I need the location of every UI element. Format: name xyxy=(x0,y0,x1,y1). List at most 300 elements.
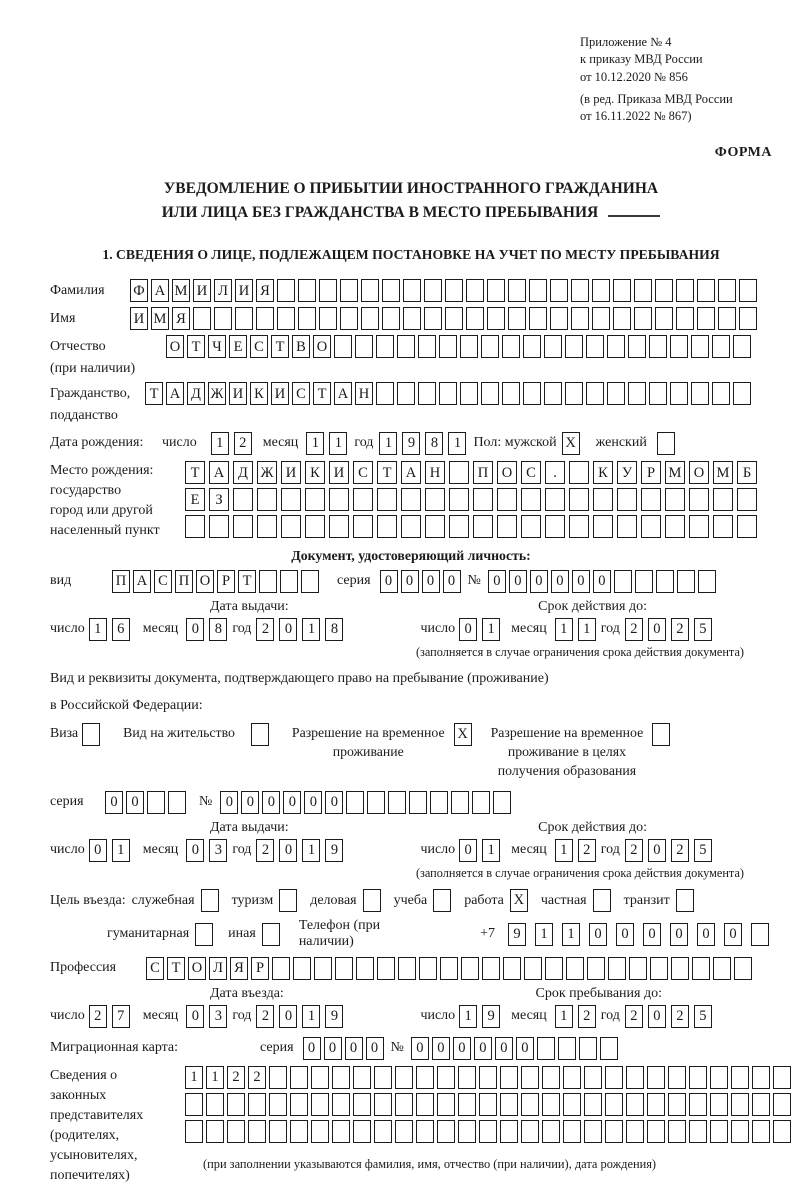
char-cell[interactable] xyxy=(713,488,733,511)
char-cell[interactable]: 0 xyxy=(530,570,548,593)
char-cell[interactable]: 9 xyxy=(325,839,343,862)
char-cell[interactable] xyxy=(418,382,436,405)
migr-number-field[interactable] xyxy=(411,1037,621,1060)
char-cell[interactable] xyxy=(437,1066,455,1089)
char-cell[interactable]: 0 xyxy=(643,923,661,946)
char-cell[interactable]: С xyxy=(521,461,541,484)
char-cell[interactable] xyxy=(497,515,517,538)
char-cell[interactable] xyxy=(751,923,769,946)
char-cell[interactable]: 0 xyxy=(366,1037,384,1060)
char-cell[interactable] xyxy=(529,279,547,302)
char-cell[interactable] xyxy=(168,791,186,814)
char-cell[interactable]: 2 xyxy=(671,1005,689,1028)
char-cell[interactable] xyxy=(437,1120,455,1143)
id-series-field[interactable] xyxy=(380,570,464,593)
char-cell[interactable]: 0 xyxy=(589,923,607,946)
char-cell[interactable] xyxy=(319,307,337,330)
char-cell[interactable] xyxy=(367,791,385,814)
char-cell[interactable]: К xyxy=(250,382,268,405)
char-cell[interactable] xyxy=(691,335,709,358)
char-cell[interactable] xyxy=(628,382,646,405)
char-cell[interactable] xyxy=(374,1120,392,1143)
char-cell[interactable]: С xyxy=(146,957,164,980)
char-cell[interactable] xyxy=(613,307,631,330)
char-cell[interactable]: Н xyxy=(425,461,445,484)
char-cell[interactable] xyxy=(592,307,610,330)
char-cell[interactable]: 1 xyxy=(578,618,596,641)
char-cell[interactable]: 2 xyxy=(256,1005,274,1028)
char-cell[interactable] xyxy=(521,1093,539,1116)
char-cell[interactable] xyxy=(569,461,589,484)
res-issue-year[interactable] xyxy=(256,839,348,862)
char-cell[interactable]: 2 xyxy=(248,1066,266,1089)
char-cell[interactable]: 1 xyxy=(329,432,347,455)
char-cell[interactable] xyxy=(353,1120,371,1143)
char-cell[interactable] xyxy=(542,1093,560,1116)
checkbox-business[interactable] xyxy=(363,889,381,912)
checkbox-male[interactable]: X xyxy=(562,432,580,455)
representatives-field-row2[interactable] xyxy=(185,1093,794,1116)
char-cell[interactable] xyxy=(281,515,301,538)
char-cell[interactable]: И xyxy=(130,307,148,330)
char-cell[interactable] xyxy=(737,488,757,511)
char-cell[interactable] xyxy=(466,307,484,330)
char-cell[interactable]: Т xyxy=(145,382,163,405)
char-cell[interactable]: 0 xyxy=(279,839,297,862)
char-cell[interactable] xyxy=(671,957,689,980)
char-cell[interactable]: П xyxy=(175,570,193,593)
char-cell[interactable] xyxy=(718,307,736,330)
char-cell[interactable]: У xyxy=(617,461,637,484)
char-cell[interactable] xyxy=(563,1066,581,1089)
char-cell[interactable] xyxy=(269,1093,287,1116)
char-cell[interactable]: 8 xyxy=(325,618,343,641)
checkbox-private[interactable] xyxy=(593,889,611,912)
char-cell[interactable]: 5 xyxy=(694,1005,712,1028)
char-cell[interactable] xyxy=(193,307,211,330)
char-cell[interactable] xyxy=(737,515,757,538)
char-cell[interactable] xyxy=(691,382,709,405)
char-cell[interactable]: К xyxy=(593,461,613,484)
char-cell[interactable] xyxy=(502,335,520,358)
char-cell[interactable]: 0 xyxy=(401,570,419,593)
char-cell[interactable] xyxy=(458,1120,476,1143)
char-cell[interactable] xyxy=(290,1066,308,1089)
char-cell[interactable] xyxy=(773,1066,791,1089)
char-cell[interactable]: 0 xyxy=(105,791,123,814)
char-cell[interactable] xyxy=(305,488,325,511)
char-cell[interactable] xyxy=(374,1093,392,1116)
char-cell[interactable]: 0 xyxy=(89,839,107,862)
char-cell[interactable] xyxy=(458,1066,476,1089)
char-cell[interactable] xyxy=(460,335,478,358)
birth-place-field-row1[interactable] xyxy=(185,461,761,484)
char-cell[interactable]: Т xyxy=(238,570,256,593)
char-cell[interactable]: 2 xyxy=(671,839,689,862)
char-cell[interactable] xyxy=(329,515,349,538)
char-cell[interactable]: И xyxy=(281,461,301,484)
checkbox-humanitarian[interactable] xyxy=(195,923,213,946)
char-cell[interactable] xyxy=(311,1120,329,1143)
char-cell[interactable]: 1 xyxy=(185,1066,203,1089)
char-cell[interactable] xyxy=(487,279,505,302)
char-cell[interactable] xyxy=(227,1093,245,1116)
char-cell[interactable]: 1 xyxy=(112,839,130,862)
char-cell[interactable]: М xyxy=(713,461,733,484)
res-valid-month[interactable] xyxy=(555,839,601,862)
char-cell[interactable] xyxy=(649,382,667,405)
char-cell[interactable] xyxy=(259,570,277,593)
char-cell[interactable]: 0 xyxy=(459,618,477,641)
char-cell[interactable] xyxy=(670,335,688,358)
char-cell[interactable]: 5 xyxy=(694,839,712,862)
char-cell[interactable] xyxy=(698,570,716,593)
char-cell[interactable] xyxy=(773,1093,791,1116)
char-cell[interactable] xyxy=(689,488,709,511)
char-cell[interactable] xyxy=(418,335,436,358)
char-cell[interactable]: 9 xyxy=(325,1005,343,1028)
char-cell[interactable]: С xyxy=(292,382,310,405)
char-cell[interactable]: О xyxy=(497,461,517,484)
char-cell[interactable]: М xyxy=(151,307,169,330)
checkbox-work[interactable]: X xyxy=(510,889,528,912)
char-cell[interactable]: Д xyxy=(187,382,205,405)
char-cell[interactable] xyxy=(571,279,589,302)
char-cell[interactable]: 0 xyxy=(186,1005,204,1028)
char-cell[interactable]: Е xyxy=(229,335,247,358)
char-cell[interactable] xyxy=(298,307,316,330)
char-cell[interactable] xyxy=(617,515,637,538)
char-cell[interactable] xyxy=(493,791,511,814)
char-cell[interactable] xyxy=(449,515,469,538)
char-cell[interactable]: 0 xyxy=(283,791,301,814)
entry-year[interactable] xyxy=(256,1005,348,1028)
char-cell[interactable] xyxy=(280,570,298,593)
char-cell[interactable] xyxy=(647,1066,665,1089)
checkbox-study[interactable] xyxy=(433,889,451,912)
birth-month-field[interactable] xyxy=(306,432,352,455)
char-cell[interactable] xyxy=(733,382,751,405)
char-cell[interactable] xyxy=(329,488,349,511)
char-cell[interactable]: 0 xyxy=(572,570,590,593)
char-cell[interactable] xyxy=(277,279,295,302)
char-cell[interactable]: Б xyxy=(737,461,757,484)
char-cell[interactable] xyxy=(425,488,445,511)
char-cell[interactable] xyxy=(523,335,541,358)
char-cell[interactable] xyxy=(629,957,647,980)
char-cell[interactable] xyxy=(607,335,625,358)
char-cell[interactable]: 0 xyxy=(474,1037,492,1060)
char-cell[interactable]: 1 xyxy=(459,1005,477,1028)
char-cell[interactable]: Р xyxy=(251,957,269,980)
char-cell[interactable] xyxy=(482,957,500,980)
char-cell[interactable]: 0 xyxy=(241,791,259,814)
char-cell[interactable] xyxy=(233,488,253,511)
char-cell[interactable] xyxy=(311,1066,329,1089)
char-cell[interactable] xyxy=(731,1120,749,1143)
char-cell[interactable]: Л xyxy=(214,279,232,302)
char-cell[interactable] xyxy=(473,488,493,511)
char-cell[interactable]: 1 xyxy=(206,1066,224,1089)
char-cell[interactable] xyxy=(563,1093,581,1116)
char-cell[interactable]: О xyxy=(188,957,206,980)
char-cell[interactable] xyxy=(544,382,562,405)
char-cell[interactable] xyxy=(584,1066,602,1089)
entry-month[interactable] xyxy=(186,1005,232,1028)
char-cell[interactable]: 1 xyxy=(555,1005,573,1028)
char-cell[interactable]: 2 xyxy=(625,839,643,862)
char-cell[interactable]: 1 xyxy=(302,618,320,641)
char-cell[interactable]: 0 xyxy=(411,1037,429,1060)
char-cell[interactable] xyxy=(209,515,229,538)
char-cell[interactable] xyxy=(529,307,547,330)
char-cell[interactable]: О xyxy=(196,570,214,593)
id-valid-month[interactable] xyxy=(555,618,601,641)
char-cell[interactable] xyxy=(272,957,290,980)
char-cell[interactable]: З xyxy=(209,488,229,511)
migr-series-field[interactable] xyxy=(303,1037,387,1060)
char-cell[interactable]: 0 xyxy=(459,839,477,862)
char-cell[interactable]: Я xyxy=(256,279,274,302)
char-cell[interactable]: 0 xyxy=(509,570,527,593)
res-series-field[interactable] xyxy=(105,791,189,814)
char-cell[interactable]: 8 xyxy=(425,432,443,455)
char-cell[interactable] xyxy=(697,279,715,302)
char-cell[interactable] xyxy=(641,515,661,538)
char-cell[interactable] xyxy=(233,515,253,538)
char-cell[interactable]: 0 xyxy=(432,1037,450,1060)
char-cell[interactable] xyxy=(227,1120,245,1143)
char-cell[interactable] xyxy=(430,791,448,814)
char-cell[interactable] xyxy=(500,1120,518,1143)
char-cell[interactable] xyxy=(248,1120,266,1143)
char-cell[interactable] xyxy=(563,1120,581,1143)
char-cell[interactable] xyxy=(523,382,541,405)
char-cell[interactable]: 0 xyxy=(324,1037,342,1060)
char-cell[interactable] xyxy=(185,1093,203,1116)
char-cell[interactable]: Д xyxy=(233,461,253,484)
char-cell[interactable] xyxy=(569,515,589,538)
char-cell[interactable]: Т xyxy=(271,335,289,358)
char-cell[interactable]: 1 xyxy=(562,923,580,946)
char-cell[interactable] xyxy=(424,279,442,302)
checkbox-female[interactable] xyxy=(657,432,675,455)
char-cell[interactable] xyxy=(445,279,463,302)
char-cell[interactable] xyxy=(305,515,325,538)
char-cell[interactable]: Р xyxy=(217,570,235,593)
char-cell[interactable] xyxy=(235,307,253,330)
char-cell[interactable]: И xyxy=(235,279,253,302)
char-cell[interactable] xyxy=(752,1093,770,1116)
char-cell[interactable] xyxy=(340,279,358,302)
char-cell[interactable] xyxy=(248,1093,266,1116)
char-cell[interactable]: 0 xyxy=(670,923,688,946)
char-cell[interactable] xyxy=(185,1120,203,1143)
char-cell[interactable]: 1 xyxy=(555,839,573,862)
char-cell[interactable]: 0 xyxy=(495,1037,513,1060)
char-cell[interactable] xyxy=(718,279,736,302)
char-cell[interactable]: В xyxy=(292,335,310,358)
char-cell[interactable] xyxy=(479,1120,497,1143)
char-cell[interactable] xyxy=(607,382,625,405)
citizenship-field[interactable] xyxy=(145,382,754,405)
char-cell[interactable]: 2 xyxy=(89,1005,107,1028)
char-cell[interactable]: 1 xyxy=(482,618,500,641)
char-cell[interactable] xyxy=(269,1066,287,1089)
char-cell[interactable] xyxy=(773,1120,791,1143)
char-cell[interactable]: 0 xyxy=(279,618,297,641)
char-cell[interactable] xyxy=(697,307,715,330)
char-cell[interactable] xyxy=(713,957,731,980)
res-valid-year[interactable] xyxy=(625,839,717,862)
char-cell[interactable] xyxy=(298,279,316,302)
res-valid-day[interactable] xyxy=(459,839,505,862)
char-cell[interactable]: Р xyxy=(641,461,661,484)
char-cell[interactable] xyxy=(500,1093,518,1116)
char-cell[interactable] xyxy=(257,488,277,511)
char-cell[interactable] xyxy=(376,382,394,405)
char-cell[interactable] xyxy=(713,515,733,538)
char-cell[interactable] xyxy=(731,1066,749,1089)
char-cell[interactable]: И xyxy=(329,461,349,484)
char-cell[interactable] xyxy=(353,515,373,538)
char-cell[interactable] xyxy=(377,488,397,511)
char-cell[interactable]: 0 xyxy=(380,570,398,593)
char-cell[interactable] xyxy=(712,382,730,405)
char-cell[interactable] xyxy=(584,1093,602,1116)
char-cell[interactable] xyxy=(626,1093,644,1116)
char-cell[interactable]: 9 xyxy=(402,432,420,455)
char-cell[interactable]: И xyxy=(193,279,211,302)
char-cell[interactable] xyxy=(605,1120,623,1143)
char-cell[interactable]: 2 xyxy=(256,839,274,862)
char-cell[interactable] xyxy=(416,1093,434,1116)
char-cell[interactable] xyxy=(353,1093,371,1116)
char-cell[interactable] xyxy=(565,382,583,405)
char-cell[interactable]: И xyxy=(271,382,289,405)
patronymic-field[interactable] xyxy=(166,335,754,358)
char-cell[interactable]: 0 xyxy=(697,923,715,946)
id-issue-day[interactable] xyxy=(89,618,135,641)
char-cell[interactable]: 1 xyxy=(555,618,573,641)
char-cell[interactable] xyxy=(376,335,394,358)
char-cell[interactable]: Т xyxy=(167,957,185,980)
char-cell[interactable]: 1 xyxy=(535,923,553,946)
char-cell[interactable] xyxy=(592,279,610,302)
char-cell[interactable] xyxy=(605,1066,623,1089)
char-cell[interactable] xyxy=(481,335,499,358)
char-cell[interactable]: 0 xyxy=(126,791,144,814)
char-cell[interactable]: 0 xyxy=(325,791,343,814)
char-cell[interactable] xyxy=(466,279,484,302)
char-cell[interactable] xyxy=(670,382,688,405)
char-cell[interactable] xyxy=(508,279,526,302)
char-cell[interactable] xyxy=(647,1120,665,1143)
char-cell[interactable]: Ф xyxy=(130,279,148,302)
char-cell[interactable] xyxy=(587,957,605,980)
char-cell[interactable] xyxy=(676,307,694,330)
char-cell[interactable] xyxy=(403,279,421,302)
checkbox-tourism[interactable] xyxy=(279,889,297,912)
char-cell[interactable] xyxy=(521,515,541,538)
char-cell[interactable] xyxy=(692,957,710,980)
char-cell[interactable]: Т xyxy=(377,461,397,484)
char-cell[interactable] xyxy=(628,335,646,358)
char-cell[interactable] xyxy=(332,1120,350,1143)
char-cell[interactable]: 0 xyxy=(279,1005,297,1028)
char-cell[interactable]: 6 xyxy=(112,618,130,641)
char-cell[interactable]: 0 xyxy=(304,791,322,814)
res-number-field[interactable] xyxy=(220,791,514,814)
char-cell[interactable] xyxy=(545,488,565,511)
char-cell[interactable] xyxy=(710,1093,728,1116)
id-issue-month[interactable] xyxy=(186,618,232,641)
char-cell[interactable] xyxy=(649,335,667,358)
char-cell[interactable] xyxy=(460,382,478,405)
char-cell[interactable]: Н xyxy=(355,382,373,405)
char-cell[interactable] xyxy=(257,515,277,538)
birth-place-field-row3[interactable] xyxy=(185,515,761,538)
char-cell[interactable] xyxy=(314,957,332,980)
entry-day[interactable] xyxy=(89,1005,135,1028)
id-valid-day[interactable] xyxy=(459,618,505,641)
char-cell[interactable] xyxy=(665,488,685,511)
char-cell[interactable] xyxy=(334,335,352,358)
char-cell[interactable]: 2 xyxy=(578,839,596,862)
checkbox-transit[interactable] xyxy=(676,889,694,912)
char-cell[interactable]: . xyxy=(545,461,565,484)
checkbox-official[interactable] xyxy=(201,889,219,912)
char-cell[interactable]: С xyxy=(154,570,172,593)
char-cell[interactable] xyxy=(586,382,604,405)
char-cell[interactable] xyxy=(277,307,295,330)
char-cell[interactable] xyxy=(377,515,397,538)
representatives-field-row1[interactable] xyxy=(185,1066,794,1089)
char-cell[interactable] xyxy=(311,1093,329,1116)
char-cell[interactable] xyxy=(677,570,695,593)
char-cell[interactable]: М xyxy=(172,279,190,302)
char-cell[interactable] xyxy=(395,1120,413,1143)
char-cell[interactable] xyxy=(647,1093,665,1116)
char-cell[interactable] xyxy=(550,279,568,302)
char-cell[interactable] xyxy=(479,1066,497,1089)
char-cell[interactable]: 1 xyxy=(448,432,466,455)
char-cell[interactable] xyxy=(605,1093,623,1116)
checkbox-temp-permit[interactable]: X xyxy=(454,723,472,746)
char-cell[interactable] xyxy=(521,488,541,511)
char-cell[interactable] xyxy=(497,488,517,511)
char-cell[interactable] xyxy=(521,1066,539,1089)
char-cell[interactable] xyxy=(437,1093,455,1116)
char-cell[interactable]: Т xyxy=(185,461,205,484)
char-cell[interactable] xyxy=(293,957,311,980)
char-cell[interactable] xyxy=(734,957,752,980)
char-cell[interactable]: Ж xyxy=(208,382,226,405)
char-cell[interactable] xyxy=(147,791,165,814)
char-cell[interactable] xyxy=(451,791,469,814)
char-cell[interactable] xyxy=(388,791,406,814)
id-issue-year[interactable] xyxy=(256,618,348,641)
char-cell[interactable] xyxy=(712,335,730,358)
char-cell[interactable]: 0 xyxy=(551,570,569,593)
char-cell[interactable]: А xyxy=(334,382,352,405)
stay-year[interactable] xyxy=(625,1005,717,1028)
char-cell[interactable]: П xyxy=(473,461,493,484)
res-issue-month[interactable] xyxy=(186,839,232,862)
char-cell[interactable]: 1 xyxy=(302,1005,320,1028)
char-cell[interactable] xyxy=(445,307,463,330)
char-cell[interactable]: 0 xyxy=(303,1037,321,1060)
